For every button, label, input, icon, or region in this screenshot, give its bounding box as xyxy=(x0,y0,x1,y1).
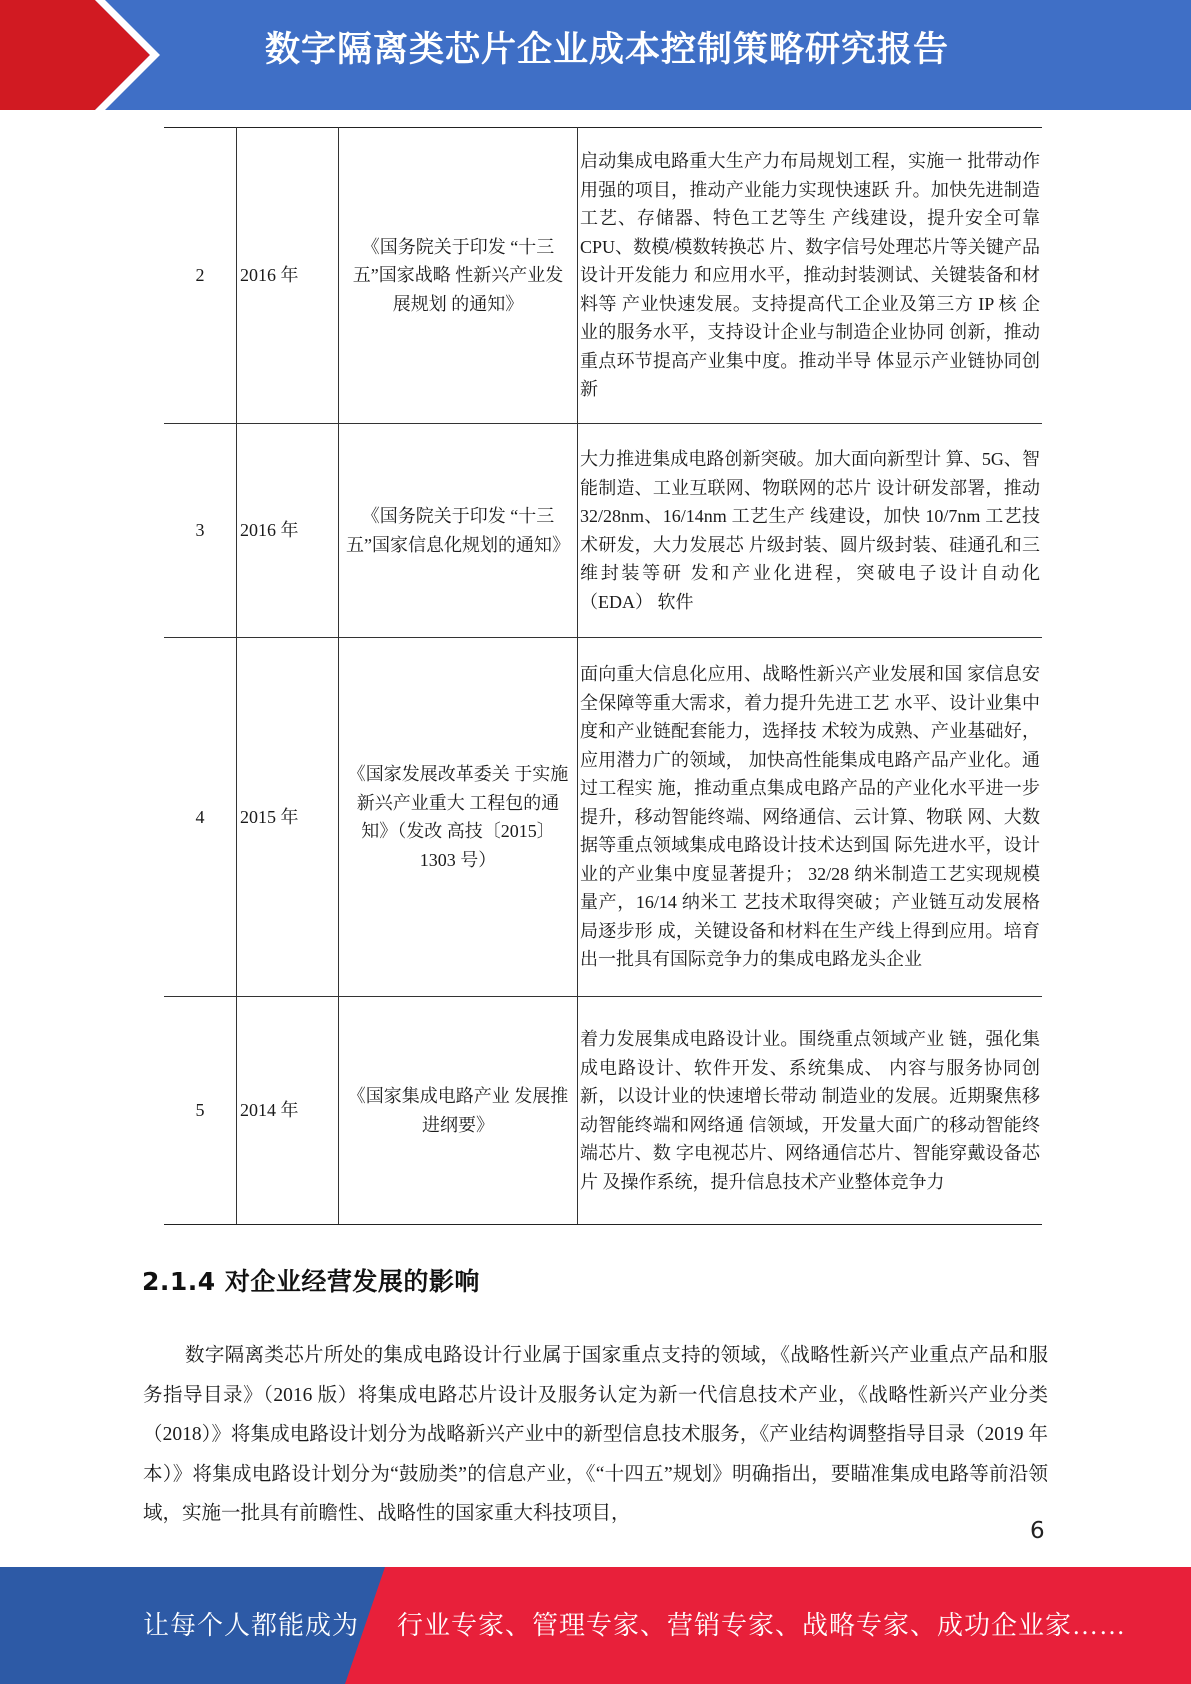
page-header xyxy=(0,0,1191,110)
row-number: 4 xyxy=(164,638,237,997)
footer-slogan-right: 行业专家、管理专家、营销专家、战略专家、成功企业家…… xyxy=(397,1611,1127,1640)
section-heading: 2.1.4 对企业经营发展的影响 xyxy=(142,1267,480,1296)
page-footer xyxy=(0,1567,1191,1684)
row-year: 2014 年 xyxy=(237,997,339,1225)
row-number: 3 xyxy=(164,424,237,638)
table-row xyxy=(164,997,1042,1225)
policy-table xyxy=(164,127,1042,1225)
row-number: 2 xyxy=(164,128,237,424)
table-row xyxy=(164,424,1042,638)
table-row xyxy=(164,638,1042,997)
body-paragraph: 数字隔离类芯片所处的集成电路设计行业属于国家重点支持的领域，《战略性新兴产业重点产品和服务指导目录》（2016 版）将集成电路芯片设计及服务认定为新一代信息技术产业，《战略性新兴产业分类（2018）》将集成电路设计划分为战略新兴产业中的新型信息技术服务，《产业结构调整指导目录（2019 年本）》将集成电路设计划分为“鼓励类”的信息产业，《“十四五”规划》明确指出，要瞄准集成电路等前沿领域，实施一批具有前瞻性、战略性的国家重大科技项目， xyxy=(143,1345,1048,1524)
row-number: 5 xyxy=(164,997,237,1225)
row-content: 大力推进集成电路创新突破。加大面向新型计 算、5G、智能制造、工业互联网、物联网的芯片 设计研发部署，推动 32/28nm、16/14nm 工艺生产 线建设，加快 10/7nm 工艺技术研发，大力发展芯 片级封装、圆片级封装、硅通孔和三维封装等研 发和产业化进程，突破电子设计自动化（EDA） 软件 xyxy=(578,424,1043,638)
row-year: 2016 年 xyxy=(237,424,339,638)
row-content: 启动集成电路重大生产力布局规划工程，实施一 批带动作用强的项目，推动产业能力实现快速跃 升。加快先进制造工艺、存储器、特色工艺等生 产线建设，提升安全可靠 CPU、数模/模数转换芯 片、数字信号处理芯片等关键产品设计开发能力 和应用水平，推动封装测试、关键装备和材料等 产业快速发展。支持提高代工企业及第三方 IP 核 企业的服务水平，支持设计企业与制造企业协同 创新，推动重点环节提高产业集中度。推动半导 体显示产业链协同创新 xyxy=(578,128,1043,424)
footer-slogan-left: 让每个人都能成为 xyxy=(143,1611,360,1640)
table-row xyxy=(164,128,1042,424)
report-title: 数字隔离类芯片企业成本控制策略研究报告 xyxy=(265,30,950,70)
row-document: 《国家发展改革委关 于实施新兴产业重大 工程包的通知》（发改 高技〔2015〕 1303 号） xyxy=(339,638,578,997)
row-year: 2015 年 xyxy=(237,638,339,997)
row-content: 着力发展集成电路设计业。围绕重点领域产业 链，强化集成电路设计、软件开发、系统集成、 内容与服务协同创新，以设计业的快速增长带动 制造业的发展。近期聚焦移动智能终端和网络通 信领域，开发量大面广的移动智能终端芯片、数 字电视芯片、网络通信芯片、智能穿戴设备芯片 及操作系统，提升信息技术产业整体竞争力 xyxy=(578,997,1043,1225)
row-document: 《国家集成电路产业 发展推进纲要》 xyxy=(339,997,578,1225)
page-number: 6 xyxy=(1030,1518,1045,1544)
row-year: 2016 年 xyxy=(237,128,339,424)
row-document: 《国务院关于印发 “十三五”国家战略 性新兴产业发展规划 的通知》 xyxy=(339,128,578,424)
row-document: 《国务院关于印发 “十三五”国家信息化规划的通知》 xyxy=(339,424,578,638)
row-content: 面向重大信息化应用、战略性新兴产业发展和国 家信息安全保障等重大需求，着力提升先进工艺 水平、设计业集中度和产业链配套能力，选择技 术较为成熟、产业基础好，应用潜力广的领域， 加快高性能集成电路产品产业化。通过工程实 施，推动重点集成电路产品的产业化水平进一步提升，移动智能终端、网络通信、云计算、物联 网、大数据等重点领域集成电路设计技术达到国 际先进水平，设计业的产业集中度显著提升； 32/28 纳米制造工艺实现规模量产，16/14 纳米工 艺技术取得突破；产业链互动发展格局逐步形 成，关键设备和材料在生产线上得到应用。培育 出一批具有国际竞争力的集成电路龙头企业 xyxy=(578,638,1043,997)
